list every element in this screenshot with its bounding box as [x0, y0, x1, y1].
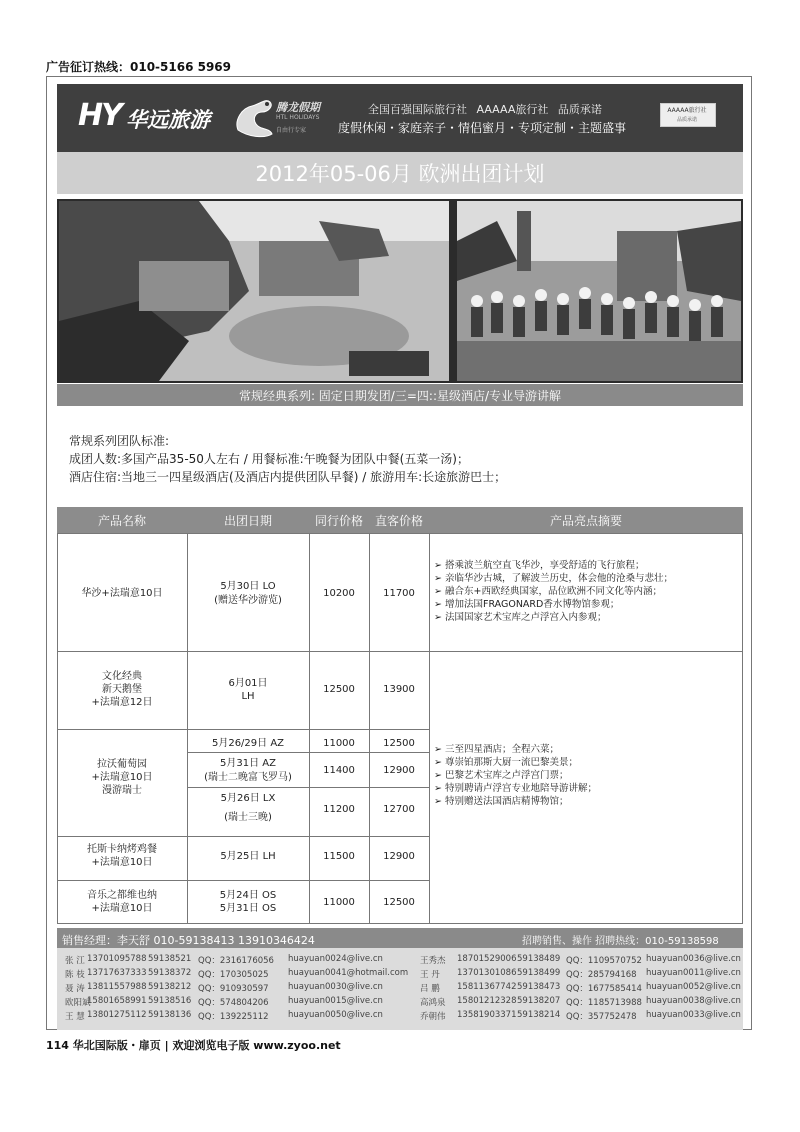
col-header-date: 出团日期: [223, 514, 272, 528]
contact-name: 聂 涛: [65, 984, 85, 994]
contact-email[interactable]: huayuan0033@live.cn: [646, 1010, 741, 1020]
depart-note: (瑞士三晚): [224, 812, 272, 823]
contact-mobile: 13581903371: [457, 1010, 517, 1020]
series-description: 常规经典系列: 固定日期发团/三=四::星级酒店/专业导游讲解: [238, 389, 562, 403]
contact-name: 欧阳斌: [65, 998, 91, 1008]
standards-heading: 常规系列团队标准:: [69, 434, 170, 448]
contact-tel: 59138521: [148, 954, 192, 964]
sales-manager: 销售经理：李天舒 010-59138413 13910346424: [62, 934, 315, 947]
contact-qq: QQ：574804206: [198, 998, 269, 1008]
product-name: 文化经典 新天鹅堡 +法瑞意12日: [91, 671, 153, 708]
col-header-name: 产品名称: [97, 514, 146, 528]
contact-qq: QQ：285794168: [566, 970, 637, 980]
depart-date: 5月24日 OS 5月31日 OS: [219, 890, 277, 914]
contact-mobile: 13701095788: [87, 954, 147, 964]
contact-qq: QQ：1677585414: [566, 984, 642, 994]
contact-qq: QQ：357752478: [566, 1012, 637, 1022]
contact-mobile: 15811367742: [457, 982, 517, 992]
depart-date: 5月31日 AZ: [220, 758, 276, 769]
depart-date: 5月30日 LO: [220, 581, 276, 592]
depart-note: (赠送华沙游览): [214, 595, 282, 606]
contact-name: 陈 枝: [65, 970, 85, 980]
contact-mobile: 15801658991: [87, 996, 147, 1006]
col-header-highlights: 产品亮点摘要: [549, 514, 622, 528]
highlight-item: ➢ 法国国家艺术宝库之卢浮宫入内参观；: [434, 612, 607, 623]
quality-badge-title: AAAAA旅行社: [667, 107, 707, 114]
direct-price: 12700: [383, 804, 415, 815]
highlight-item: ➢ 三至四星酒店；全程六菜；: [434, 744, 559, 755]
highlight-item: ➢ 尊崇铂那斯大厨一流巴黎美景；: [434, 757, 578, 768]
peer-price: 11000: [323, 897, 355, 908]
recruit-hotline: 招聘销售、操作 招聘热线：010-59138598: [522, 936, 719, 947]
standards-line-1: 成团人数:多国产品35-50人左右 / 用餐标准:午晚餐为团队中餐(五菜一汤)；: [69, 452, 469, 466]
highlight-item: ➢ 增加法国FRAGONARD香水博物馆参观；: [434, 599, 620, 610]
standards-line-2: 酒店住宿:当地三一四星级酒店(及酒店内提供团队早餐) / 旅游用车:长途旅游巴士；: [69, 470, 507, 484]
depart-date: 5月26/29日 AZ: [211, 738, 285, 749]
contact-qq: QQ：170305025: [198, 970, 269, 980]
header-services: 度假休闲・家庭亲子・情侣蜜月・专项定制・主题盛事: [338, 121, 627, 135]
direct-price: 12500: [383, 738, 415, 749]
contact-email[interactable]: huayuan0015@live.cn: [288, 996, 383, 1006]
highlight-item: ➢ 亲临华沙古城，了解波兰历史，体会他的沧桑与悲壮；: [434, 573, 673, 584]
contact-tel: 59138212: [148, 982, 192, 992]
direct-price: 11700: [383, 588, 415, 599]
contact-email[interactable]: huayuan0038@live.cn: [646, 996, 741, 1006]
contact-mobile: 13811557988: [87, 982, 147, 992]
contact-tel: 59138372: [148, 968, 192, 978]
contact-mobile: 13717637333: [87, 968, 147, 978]
contact-name: 王 慧: [65, 1012, 85, 1022]
contact-email[interactable]: huayuan0024@live.cn: [288, 954, 383, 964]
hy-logo-icon: HY: [78, 98, 121, 133]
direct-price: 12500: [383, 897, 415, 908]
peer-price: 10200: [323, 588, 355, 599]
partner-logo: 腾龙假期: [276, 101, 320, 114]
coastal-village-photo: [59, 201, 449, 381]
depart-date: 5月25日 LH: [220, 851, 276, 862]
highlight-item: ➢ 巴黎艺术宝库之卢浮宫门票；: [434, 770, 569, 781]
contact-email[interactable]: huayuan0050@live.cn: [288, 1010, 383, 1020]
brand-name: 华远旅游: [126, 108, 210, 132]
page-title: 2012年05-06月 欧洲出团计划: [255, 162, 545, 186]
contact-tel: 59138214: [517, 1010, 561, 1020]
contact-tel: 59138489: [517, 954, 561, 964]
peer-price: 12500: [323, 684, 355, 695]
product-name: 华沙+法瑞意10日: [81, 588, 163, 599]
product-name: 音乐之都维也纳 +法瑞意10日: [87, 890, 157, 914]
contact-mobile: 13801275112: [87, 1010, 147, 1020]
direct-price: 12900: [383, 765, 415, 776]
highlight-item: ➢ 特别聘请卢浮宫专业地陪导游讲解；: [434, 783, 597, 794]
depart-date: 5月26日 LX: [220, 793, 276, 804]
peer-price: 11200: [323, 804, 355, 815]
contact-tel: 59138516: [148, 996, 192, 1006]
contact-tel: 59138499: [517, 968, 561, 978]
partner-logo-en: HTL HOLIDAYS: [276, 114, 320, 121]
highlight-item: ➢ 特别赠送法国酒店精博物馆；: [434, 796, 569, 807]
direct-price: 13900: [383, 684, 415, 695]
col-header-peer-price: 同行价格: [314, 514, 363, 528]
contact-tel: 59138207: [517, 996, 561, 1006]
contact-tel: 59138473: [517, 982, 561, 992]
product-name: 拉沃葡萄园 +法瑞意10日 漫游瑞士: [91, 759, 153, 796]
contact-qq: QQ：2316176056: [198, 956, 274, 966]
contact-name: 乔朝伟: [420, 1012, 446, 1022]
contact-qq: QQ：1109570752: [566, 956, 642, 966]
depart-date: 6月01日 LH: [228, 678, 268, 702]
contact-qq: QQ：1185713988: [566, 998, 642, 1008]
contact-name: 吕 鹏: [420, 984, 440, 994]
page-footer: 114 华北国际版・扉页 | 欢迎浏览电子版 www.zyoo.net: [46, 1039, 341, 1052]
contact-qq: QQ：139225112: [198, 1012, 269, 1022]
ad-hotline: 广告征订热线：010-5166 5969: [46, 60, 232, 74]
contact-name: 张 江: [65, 956, 85, 966]
header-tagline: 全国百强国际旅行社 AAAAA旅行社 品质承诺: [368, 103, 602, 116]
depart-note: (瑞士二晚富飞罗马): [204, 772, 292, 783]
contact-email[interactable]: huayuan0041@hotmail.com: [288, 968, 409, 978]
contact-email[interactable]: huayuan0036@live.cn: [646, 954, 741, 964]
contact-name: 王 丹: [420, 970, 440, 980]
children-group-photo: [457, 201, 741, 381]
contact-tel: 59138136: [148, 1010, 192, 1020]
highlight-item: ➢ 搭乘波兰航空直飞华沙，享受舒适的飞行旅程；: [434, 560, 645, 571]
quality-badge-sub: 品质承诺: [676, 117, 697, 123]
contact-mobile: 18701529006: [457, 954, 517, 964]
contact-email[interactable]: huayuan0030@live.cn: [288, 982, 383, 992]
peer-price: 11000: [323, 738, 355, 749]
contact-mobile: 15801212328: [457, 996, 517, 1006]
product-name: 托斯卡纳烤鸡餐 +法瑞意10日: [87, 844, 157, 868]
contact-email[interactable]: huayuan0052@live.cn: [646, 982, 741, 992]
contact-name: 王秀杰: [420, 956, 446, 966]
contact-qq: QQ：910930597: [198, 984, 269, 994]
direct-price: 12900: [383, 851, 415, 862]
col-header-direct-price: 直客价格: [374, 514, 423, 528]
highlight-item: ➢ 融合东+西欧经典国家，品位欧洲不同文化等内涵；: [434, 586, 662, 597]
contact-mobile: 13701301086: [457, 968, 517, 978]
partner-logo-cn: 自由行专家: [276, 127, 307, 134]
dragon-logo-icon: [230, 94, 278, 140]
contact-email[interactable]: huayuan0011@live.cn: [646, 968, 741, 978]
contact-name: 高鸿泉: [420, 998, 446, 1008]
peer-price: 11500: [323, 851, 355, 862]
peer-price: 11400: [323, 765, 355, 776]
